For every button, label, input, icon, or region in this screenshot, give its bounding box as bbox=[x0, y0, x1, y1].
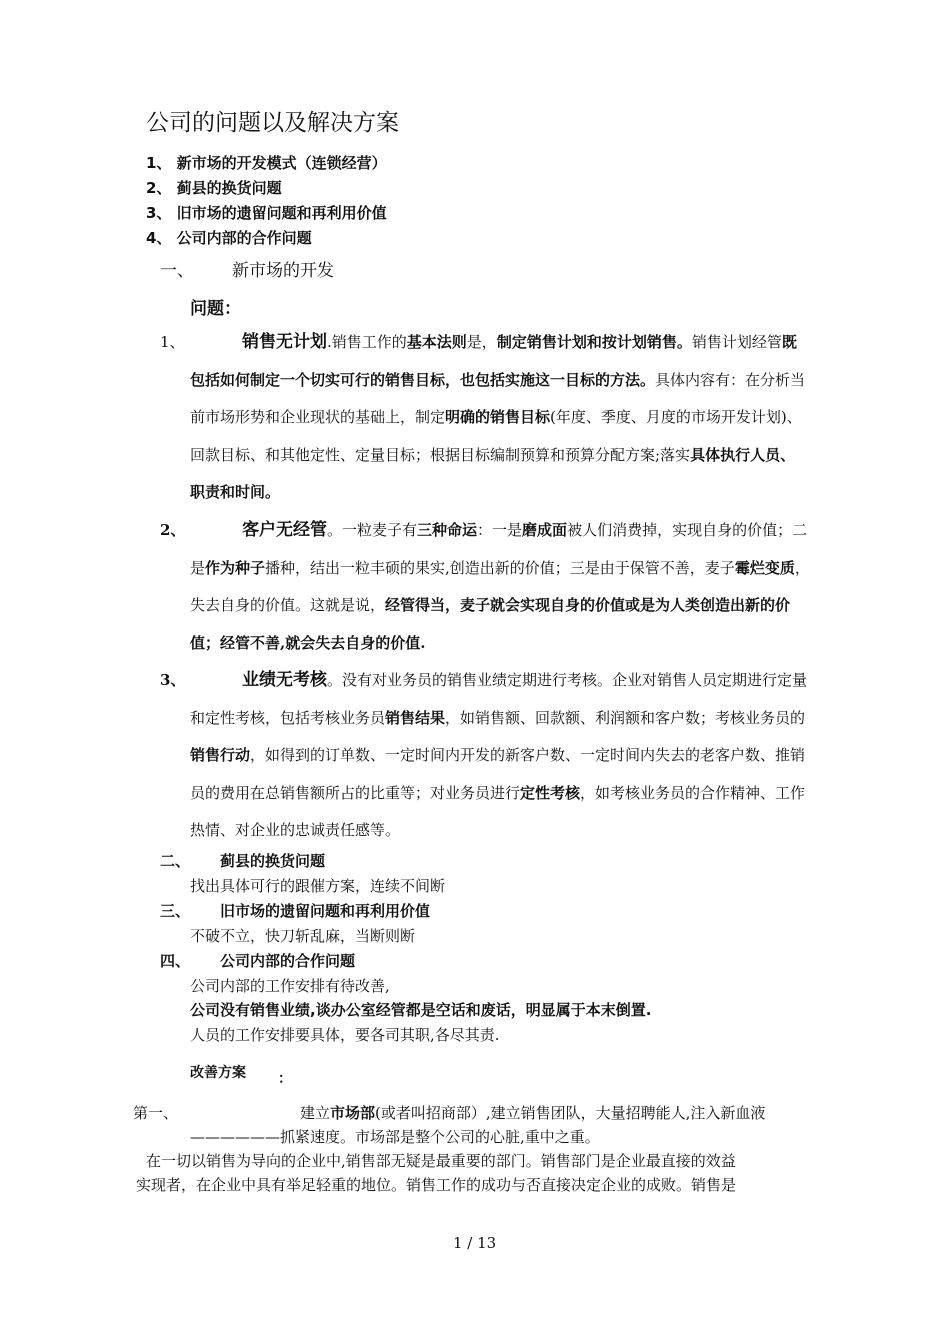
plan-colon: ： bbox=[278, 1071, 292, 1087]
plan-first-label: 第一、 bbox=[133, 1104, 179, 1122]
item-heading: 销售无计划 bbox=[242, 332, 327, 352]
section-3-heading: 三、 旧市场的遗留问题和再利用价值 bbox=[160, 902, 431, 920]
section-4-heading: 四、 公司内部的合作问题 bbox=[160, 952, 356, 970]
item-heading: 客户无经管 bbox=[242, 520, 327, 540]
section-3-text: 不破不立，快刀斩乱麻，当断则断 bbox=[190, 927, 416, 945]
toc-item-1: 1、 新市场的开发模式（连锁经营） bbox=[146, 154, 387, 172]
problem-label: 问题： bbox=[190, 299, 241, 319]
toc-item-4: 4、 公司内部的合作问题 bbox=[146, 229, 312, 247]
plan-line-4: 实现者，在企业中具有举足轻重的地位。销售工作的成功与否直接决定企业的成败。销售是 bbox=[136, 1176, 737, 1194]
section-1-heading: 一、 新市场的开发 bbox=[160, 261, 334, 281]
plan-line-2: ——————抓紧速度。市场部是整个公司的心脏,重中之重。 bbox=[190, 1128, 600, 1146]
section-4-line-1: 公司内部的工作安排有待改善, bbox=[190, 977, 390, 995]
plan-line-3: 在一切以销售为导向的企业中,销售部无疑是最重要的部门。销售部门是企业最直接的效益 bbox=[146, 1152, 736, 1170]
toc-item-3: 3、 旧市场的遗留问题和再利用价值 bbox=[146, 204, 387, 222]
item-number: 1、 bbox=[160, 333, 185, 351]
item-number: 3、 bbox=[160, 671, 186, 689]
item-body: 销售无计划.销售工作的基本法则是，制定销售计划和按计划销售。销售计划经管既包括如何制定一个切实可行的销售目标，也包括实施这一目标的方法。具体内容有：在分析当前市场形势和企业现状的基础上，制定明确的销售目标(年度、季度、月度的市场开发计划)、回款目标、和其他定性、定量目标；根据目标编制预算和预算分配方案;落实具体执行人员、职责和时间。 bbox=[190, 332, 806, 501]
item-heading: 业绩无考核 bbox=[242, 670, 327, 690]
plan-first-text: 建立市场部(或者叫招商部）,建立销售团队，大量招聘能人,注入新血液 bbox=[300, 1104, 766, 1122]
section-2-text: 找出具体可行的跟催方案，连续不间断 bbox=[190, 877, 446, 895]
plan-label: 改善方案 bbox=[190, 1065, 246, 1081]
section-4-line-2: 公司没有销售业绩,谈办公室经管都是空话和废话，明显属于本末倒置. bbox=[190, 1001, 652, 1019]
section-2-heading: 二、 蓟县的换货问题 bbox=[160, 852, 326, 870]
toc-item-2: 2、 蓟县的换货问题 bbox=[146, 179, 282, 197]
item-number: 2、 bbox=[160, 521, 186, 539]
item-body: 客户无经管。一粒麦子有三种命运：一是磨成面被人们消费掉，实现自身的价值；二是作为种子播种，结出一粒丰硕的果实,创造出新的价值；三是由于保管不善，麦子霉烂变质，失去自身的价值。这就是说，经管得当，麦子就会实现自身的价值或是为人类创造出新的价值；经管不善,就会失去自身的价值. bbox=[190, 520, 810, 652]
page-number: 1 / 13 bbox=[453, 1234, 497, 1252]
item-body: 业绩无考核。没有对业务员的销售业绩定期进行考核。企业对销售人员定期进行定量和定性考核，包括考核业务员销售结果，如销售额、回款额、利润额和客户数；考核业务员的销售行动，如得到的订单数、一定时间内开发的新客户数、一定时间内失去的老客户数、推销员的费用在总销售额所占的比重等；对业务员进行定性考核，如考核业务员的合作精神、工作热情、对企业的忠诚责任感等。 bbox=[190, 670, 808, 839]
document-title: 公司的问题以及解决方案 bbox=[146, 110, 399, 136]
section-4-line-3: 人员的工作安排要具体，要各司其职,各尽其责. bbox=[190, 1026, 500, 1044]
